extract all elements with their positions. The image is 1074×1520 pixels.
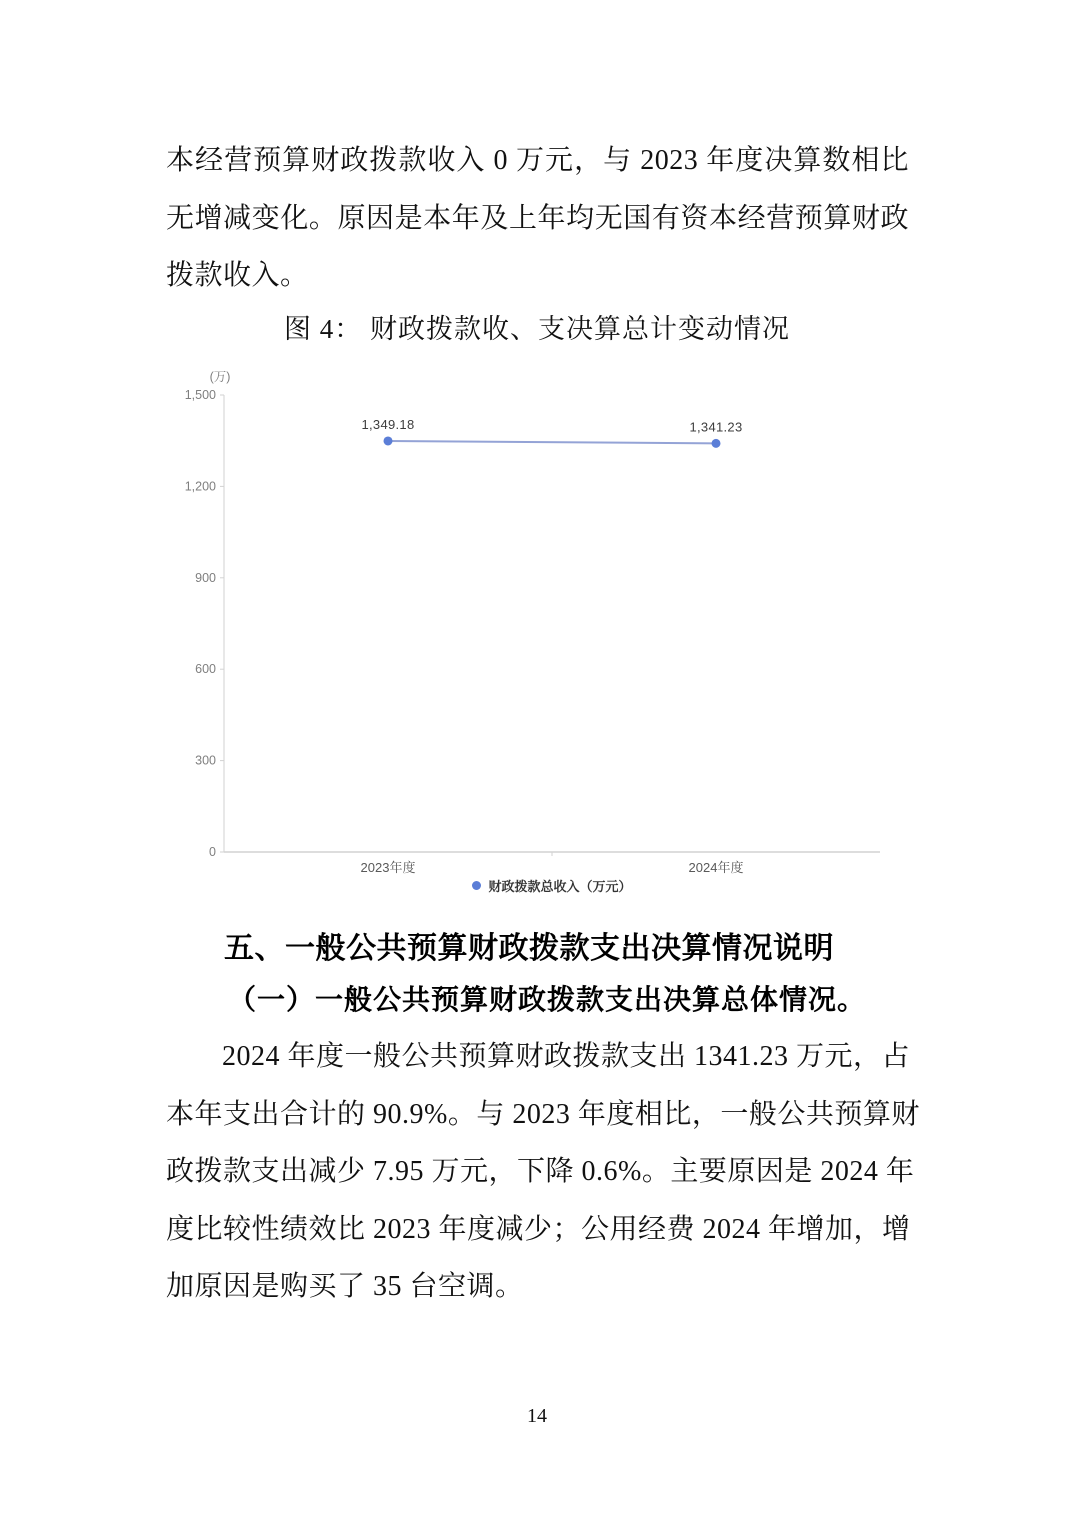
legend-marker-icon <box>472 881 481 890</box>
y-tick-label: 300 <box>195 753 216 768</box>
paragraph-line: 2024 年度一般公共预算财政拨款支出 1341.23 万元，占 <box>222 1041 911 1072</box>
data-point-label: 1,341.23 <box>689 419 743 435</box>
page-number: 14 <box>527 1405 547 1427</box>
y-tick-label: 600 <box>195 662 216 677</box>
y-tick-label: 0 <box>209 845 216 859</box>
figure4-chart <box>180 362 890 907</box>
data-point-label: 1,349.18 <box>361 416 415 432</box>
intro-paragraph <box>166 132 909 305</box>
paragraph-line: 加原因是购买了 35 台空调。 <box>166 1271 524 1302</box>
y-tick-label: 1,200 <box>184 479 216 494</box>
x-category-label: 2023年度 <box>360 860 416 875</box>
y-axis-unit-label: (万) <box>209 370 231 384</box>
data-point-marker <box>712 439 721 448</box>
paragraph-line: 本经营预算财政拨款收入 0 万元，与 2023 年度决算数相比 <box>166 145 909 176</box>
section5-heading: 五、一般公共预算财政拨款支出决算情况说明 <box>224 932 834 965</box>
data-point-marker <box>384 436 393 445</box>
line-chart-canvas <box>180 362 890 907</box>
paragraph-line: 度比较性绩效比 2023 年度减少；公用经费 2024 年增加，增 <box>166 1213 911 1245</box>
paragraph-line: 无增减变化。原因是本年及上年均无国有资本经营预算财政 <box>166 202 909 234</box>
paragraph-line: 本年支出合计的 90.9%。与 2023 年度相比，一般公共预算财 <box>166 1098 920 1130</box>
figure4-caption: 图 4： 财政拨款收、支决算总计变动情况 <box>284 314 790 344</box>
paragraph-line: 拨款收入。 <box>166 260 309 291</box>
x-category-label: 2024年度 <box>688 860 744 875</box>
series-line <box>388 441 716 443</box>
section5-paragraph <box>166 1028 920 1316</box>
section5-subheading: （一）一般公共预算财政拨款支出决算总体情况。 <box>228 985 867 1016</box>
y-tick-label: 1,500 <box>184 388 216 402</box>
paragraph-line: 政拨款支出减少 7.95 万元，下降 0.6%。主要原因是 2024 年 <box>166 1156 915 1187</box>
y-tick-label: 900 <box>195 570 216 585</box>
chart-legend <box>224 876 880 895</box>
legend-label: 财政拨款总收入（万元） <box>488 879 632 894</box>
